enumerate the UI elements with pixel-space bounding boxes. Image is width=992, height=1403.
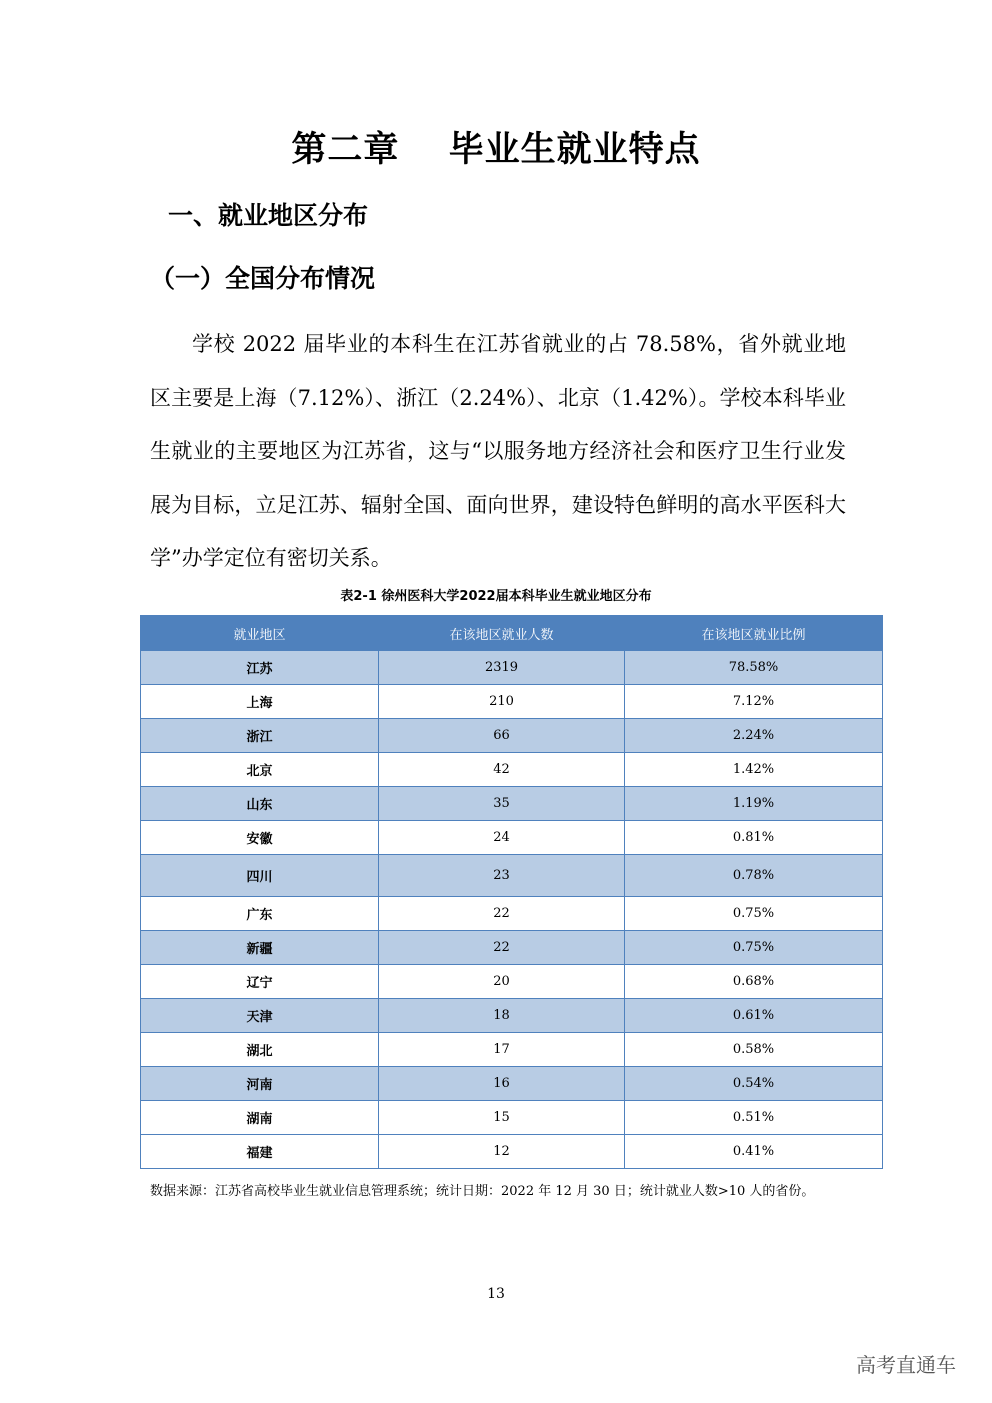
chapter-title: 第二章 毕业生就业特点 — [291, 130, 701, 170]
employment-region-table — [140, 615, 883, 1169]
cell-ratio: 0.41% — [625, 1135, 883, 1169]
cell-count: 12 — [379, 1135, 625, 1169]
cell-region: 北京 — [141, 753, 379, 787]
cell-ratio: 2.24% — [625, 719, 883, 753]
subsection-title: （一）全国分布情况 — [150, 264, 376, 293]
table-row — [141, 753, 883, 787]
cell-ratio: 7.12% — [625, 685, 883, 719]
table-row — [141, 965, 883, 999]
table-row — [141, 1135, 883, 1169]
cell-ratio: 0.78% — [625, 855, 883, 897]
cell-region: 湖北 — [141, 1033, 379, 1067]
body-paragraph: 学校 2022 届毕业的本科生在江苏省就业的占 78.58%，省外就业地区主要是上海（7.12%）、浙江（2.24%）、北京（1.42%）。学校本科毕业生就业的主要地区为江苏省，这与“以服务地方经济社会和医疗卫生行业发展为目标，立足江苏、辐射全国、面向世界，建设特色鲜明的高水平医科大学”办学定位有密切关系。 — [150, 332, 846, 570]
table-row — [141, 787, 883, 821]
table-caption: 表2-1 徐州医科大学2022届本科毕业生就业地区分布 — [340, 589, 652, 604]
cell-ratio: 78.58% — [625, 651, 883, 685]
cell-ratio: 0.51% — [625, 1101, 883, 1135]
cell-region: 天津 — [141, 999, 379, 1033]
cell-ratio: 0.68% — [625, 965, 883, 999]
table-row — [141, 651, 883, 685]
cell-ratio: 1.42% — [625, 753, 883, 787]
table-row — [141, 999, 883, 1033]
header-ratio: 在该地区就业比例 — [625, 616, 883, 651]
cell-count: 210 — [379, 685, 625, 719]
cell-count: 18 — [379, 999, 625, 1033]
cell-count: 42 — [379, 753, 625, 787]
cell-count: 17 — [379, 1033, 625, 1067]
cell-region: 湖南 — [141, 1101, 379, 1135]
cell-region: 福建 — [141, 1135, 379, 1169]
cell-ratio: 0.54% — [625, 1067, 883, 1101]
header-region: 就业地区 — [141, 616, 379, 651]
cell-region: 江苏 — [141, 651, 379, 685]
cell-ratio: 1.19% — [625, 787, 883, 821]
table-row — [141, 821, 883, 855]
cell-count: 22 — [379, 931, 625, 965]
cell-count: 35 — [379, 787, 625, 821]
section-title: 一、就业地区分布 — [168, 201, 369, 230]
table-row — [141, 855, 883, 897]
cell-region: 广东 — [141, 897, 379, 931]
cell-region: 四川 — [141, 855, 379, 897]
cell-count: 20 — [379, 965, 625, 999]
cell-count: 23 — [379, 855, 625, 897]
table-row — [141, 931, 883, 965]
cell-ratio: 0.75% — [625, 897, 883, 931]
cell-region: 上海 — [141, 685, 379, 719]
cell-count: 15 — [379, 1101, 625, 1135]
cell-region: 山东 — [141, 787, 379, 821]
table-header-row — [141, 616, 883, 651]
cell-count: 22 — [379, 897, 625, 931]
table-row — [141, 1101, 883, 1135]
table-row — [141, 1067, 883, 1101]
table-row — [141, 685, 883, 719]
cell-count: 16 — [379, 1067, 625, 1101]
header-count: 在该地区就业人数 — [379, 616, 625, 651]
cell-region: 新疆 — [141, 931, 379, 965]
cell-region: 河南 — [141, 1067, 379, 1101]
watermark-text: 高考直通车 — [856, 1353, 956, 1377]
cell-region: 安徽 — [141, 821, 379, 855]
cell-count: 66 — [379, 719, 625, 753]
cell-region: 辽宁 — [141, 965, 379, 999]
cell-count: 24 — [379, 821, 625, 855]
cell-ratio: 0.81% — [625, 821, 883, 855]
cell-count: 2319 — [379, 651, 625, 685]
source-note: 数据来源：江苏省高校毕业生就业信息管理系统；统计日期：2022 年 12 月 30 日；统计就业人数>10 人的省份。 — [150, 1184, 815, 1199]
cell-ratio: 0.58% — [625, 1033, 883, 1067]
cell-region: 浙江 — [141, 719, 379, 753]
table-row — [141, 719, 883, 753]
cell-ratio: 0.61% — [625, 999, 883, 1033]
table-row — [141, 897, 883, 931]
page-number: 13 — [487, 1286, 505, 1302]
cell-ratio: 0.75% — [625, 931, 883, 965]
table-row — [141, 1033, 883, 1067]
